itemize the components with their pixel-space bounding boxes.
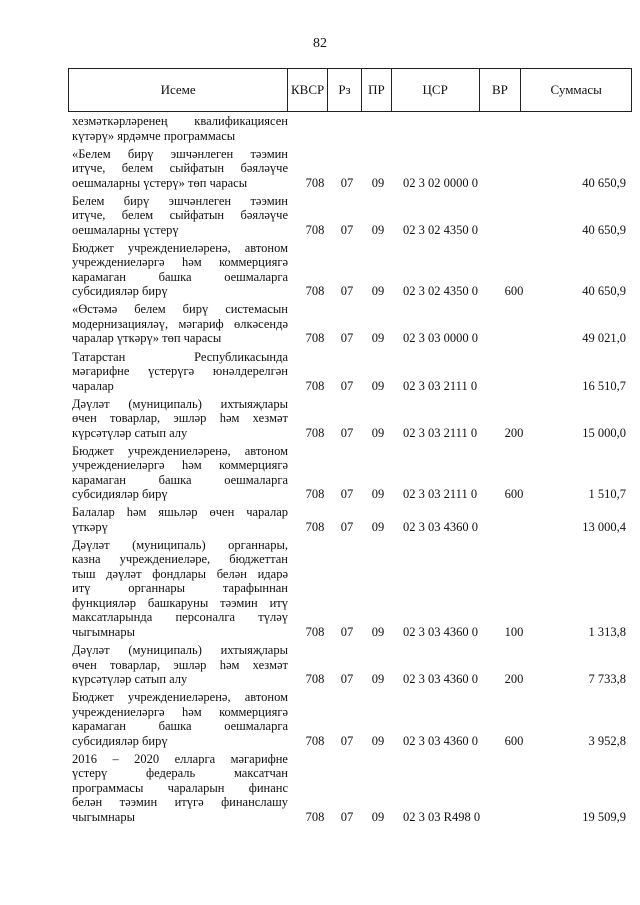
- row-name: [72, 752, 288, 825]
- row-name-line: карамаган башка оешмаларга: [72, 472, 288, 487]
- row-pr: 09: [371, 672, 385, 686]
- row-name-line: үстерү федераль максатчан: [72, 766, 288, 781]
- row-kvsr: 708: [305, 378, 325, 393]
- row-vr: 200: [504, 672, 524, 686]
- row-name-line: максатларында персоналга түләү: [72, 610, 288, 625]
- row-name-line: итүче, белем сыйфатын бәяләүче: [72, 208, 288, 223]
- table-header: [68, 68, 632, 112]
- row-kvsr: 708: [305, 733, 325, 748]
- row-sum: 7 733,8: [588, 672, 626, 686]
- row-name-line: чаралар: [72, 378, 114, 393]
- row-sum: 19 509,9: [582, 809, 626, 824]
- row-csr: 02 3 03 2111 0: [403, 378, 478, 393]
- row-kvsr: 708: [305, 331, 325, 346]
- row-name-line: үткәрү: [72, 519, 108, 534]
- row-name-line: Балалар һәм яшьләр өчен чаралар: [72, 505, 288, 520]
- row-kvsr: 708: [305, 222, 325, 237]
- row-name-line: Бюджет учреждениеләренә, автоном: [72, 240, 288, 255]
- row-name: [72, 302, 288, 346]
- row-pr: 09: [371, 378, 385, 393]
- row-rz: 07: [340, 222, 354, 237]
- header-vr: ВР: [480, 69, 522, 111]
- row-pr: 09: [371, 175, 385, 190]
- row-name-line: модернизацияләү, мәгариф өлкәсендә: [72, 316, 288, 331]
- row-csr: 02 3 03 4360 0: [403, 624, 478, 639]
- row-sum: 13 000,4: [582, 519, 626, 534]
- row-kvsr: 708: [305, 487, 325, 502]
- row-name-line: функцияләр башкаруны тәэмин итү: [72, 595, 288, 610]
- row-name-line: субсидияләр бирү: [72, 284, 168, 299]
- row-rz: 07: [340, 733, 354, 748]
- row-name-line: Бюджет учреждениеләренә, автоном: [72, 443, 288, 458]
- row-name-line: Белем бирү эшчәнлеген тәэмин: [72, 193, 288, 208]
- row-vr: 200: [504, 425, 524, 440]
- row-name: [72, 194, 288, 238]
- row-name: [72, 114, 288, 143]
- row-sum: 1 313,8: [588, 624, 626, 639]
- row-csr: 02 3 02 0000 0: [403, 175, 478, 190]
- row-name-line: «Өстәмә белем бирү системасын: [72, 302, 288, 317]
- row-kvsr: 708: [305, 175, 325, 190]
- row-kvsr: 708: [305, 284, 325, 299]
- row-name-line: чыгымнары: [72, 809, 136, 824]
- row-csr: 02 3 03 2111 0: [403, 487, 478, 502]
- row-name-line: мәгарифне үстерүгә юнәлдерелгән: [72, 364, 288, 378]
- row-name-line: күрсәтүләр сатып алу: [72, 425, 188, 440]
- row-name-line: чыгымнары: [72, 624, 136, 639]
- row-name-line: учреждениеләргә һәм коммерциягә: [72, 255, 288, 270]
- row-csr: 02 3 02 4350 0: [403, 284, 478, 299]
- row-name: [72, 538, 288, 640]
- row-sum: 1 510,7: [588, 487, 626, 502]
- row-pr: 09: [371, 624, 385, 639]
- row-kvsr: 708: [305, 519, 325, 534]
- row-name-line: өчен товарлар, эшләр һәм хезмәт: [72, 657, 288, 672]
- row-kvsr: 708: [305, 672, 325, 686]
- row-name-line: Дәүләт (муниципаль) органнары,: [72, 537, 288, 552]
- row-pr: 09: [371, 284, 385, 299]
- row-name-line: белән тәэмин итүгә финанслашу: [72, 795, 288, 810]
- row-name-line: итү органнары тарафыннан: [72, 581, 288, 596]
- row-name: [72, 397, 288, 441]
- row-vr: 600: [504, 487, 524, 502]
- row-rz: 07: [340, 175, 354, 190]
- row-csr: 02 3 03 0000 0: [403, 331, 478, 346]
- row-csr: 02 3 03 R498 0: [403, 809, 481, 824]
- header-name: Исеме: [69, 69, 288, 111]
- row-sum: 40 650,9: [582, 222, 626, 237]
- row-pr: 09: [371, 222, 385, 237]
- row-pr: 09: [371, 519, 385, 534]
- row-name-line: субсидияләр бирү: [72, 733, 168, 748]
- row-name: [72, 690, 288, 748]
- row-pr: 09: [371, 425, 385, 440]
- row-kvsr: 708: [305, 624, 325, 639]
- row-rz: 07: [340, 331, 354, 346]
- row-rz: 07: [340, 624, 354, 639]
- row-name-line: оешмаларны үстерү: [72, 222, 179, 237]
- row-name-line: өчен товарлар, эшләр һәм хезмәт: [72, 411, 288, 426]
- header-rz: Рз: [328, 69, 362, 111]
- row-name-line: Дәүләт (муниципаль) ихтыяҗлары: [72, 396, 288, 411]
- row-name-line: Дәүләт (муниципаль) ихтыяҗлары: [72, 643, 288, 657]
- row-rz: 07: [340, 284, 354, 299]
- row-pr: 09: [371, 331, 385, 346]
- row-kvsr: 708: [305, 425, 325, 440]
- row-csr: 02 3 03 2111 0: [403, 425, 478, 440]
- row-vr: 600: [504, 733, 524, 748]
- row-pr: 09: [371, 487, 385, 502]
- row-name-line: чаралар үткәрү» төп чарасы: [72, 331, 222, 346]
- row-vr: 600: [504, 284, 524, 299]
- row-name-line: күрсәтүләр сатып алу: [72, 672, 188, 686]
- row-name-line: Татарстан Республикасында: [72, 349, 288, 364]
- row-name-line: 2016 – 2020 елларга мәгарифне: [72, 751, 288, 766]
- row-rz: 07: [340, 425, 354, 440]
- header-kvsr: КВСР: [288, 69, 328, 111]
- row-name: [72, 147, 288, 191]
- page-number: 82: [313, 36, 327, 51]
- row-name: [72, 643, 288, 687]
- row-csr: 02 3 03 4360 0: [403, 519, 478, 534]
- row-vr: 100: [504, 624, 524, 639]
- row-pr: 09: [371, 809, 385, 824]
- row-sum: 15 000,0: [582, 425, 626, 440]
- row-csr: 02 3 03 4360 0: [403, 733, 478, 748]
- row-pr: 09: [371, 733, 385, 748]
- row-sum: 49 021,0: [582, 331, 626, 346]
- row-name: [72, 241, 288, 299]
- row-rz: 07: [340, 519, 354, 534]
- row-name-line: «Белем бирү эшчәнлеген тәэмин: [72, 146, 288, 161]
- row-name: [72, 350, 288, 394]
- row-name-line: карамаган башка оешмаларга: [72, 269, 288, 284]
- row-name-line: субсидияләр бирү: [72, 487, 168, 502]
- row-sum: 40 650,9: [582, 284, 626, 299]
- header-pr: ПР: [362, 69, 392, 111]
- row-name-line: учреждениеләргә һәм коммерциягә: [72, 704, 288, 719]
- row-name-line: оешмаларны үстерү» төп чарасы: [72, 175, 248, 190]
- row-name-line: тыш дәүләт фондлары белән идарә: [72, 566, 288, 581]
- row-name: [72, 505, 288, 534]
- row-rz: 07: [340, 672, 354, 686]
- row-sum: 3 952,8: [588, 733, 626, 748]
- row-csr: 02 3 02 4350 0: [403, 222, 478, 237]
- row-name-line: программасы чараларын финанс: [72, 780, 288, 795]
- row-sum: 40 650,9: [582, 175, 626, 190]
- row-name-line: итүче, белем сыйфатын бәяләүче: [72, 161, 288, 176]
- row-sum: 16 510,7: [582, 378, 626, 393]
- row-name-line: хезмәткәрләренең квалификациясен: [72, 114, 288, 128]
- row-rz: 07: [340, 378, 354, 393]
- row-rz: 07: [340, 809, 354, 824]
- row-name: [72, 444, 288, 502]
- row-name-line: казна учреждениеләре, бюджеттан: [72, 552, 288, 567]
- row-name-line: күтәрү» ярдәмче программасы: [72, 128, 236, 143]
- row-csr: 02 3 03 4360 0: [403, 672, 478, 686]
- row-rz: 07: [340, 487, 354, 502]
- row-name-line: карамаган башка оешмаларга: [72, 719, 288, 734]
- row-kvsr: 708: [305, 809, 325, 824]
- header-sum: Суммасы: [550, 82, 602, 97]
- row-name-line: Бюджет учреждениеләренә, автоном: [72, 690, 288, 705]
- header-csr: ЦСР: [392, 69, 480, 111]
- row-name-line: учреждениеләргә һәм коммерциягә: [72, 458, 288, 473]
